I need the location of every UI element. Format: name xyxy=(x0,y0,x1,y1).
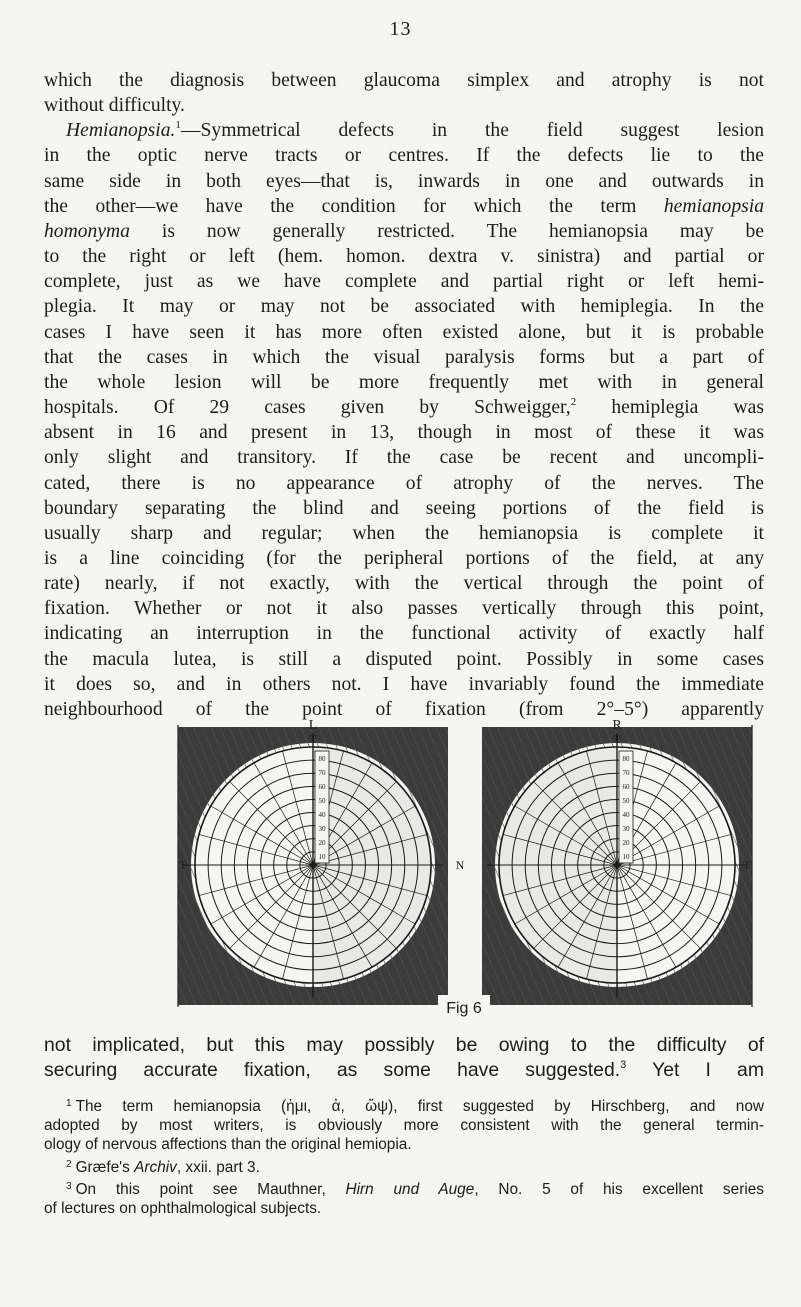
text-line: plegia. It may or may not be associated with hemiplegia. In the xyxy=(44,296,764,318)
text-line: it does so, and in others not. I have invariably found the immediate xyxy=(44,673,764,695)
text-fragment: the other—we have the condition for which the term xyxy=(44,195,637,217)
right-scale-mark: 40 xyxy=(622,811,630,819)
footnote-1 xyxy=(44,1094,764,1155)
page-number: 13 xyxy=(389,18,412,40)
text-line: to the right or left (hem. homon. dextra v. sinistra) and partial or xyxy=(44,246,764,268)
left-scale-mark: 60 xyxy=(318,783,326,791)
text-fragment: Græfe's xyxy=(75,1158,130,1176)
right-temporal-label: T xyxy=(743,858,751,872)
text-fragment: , xxii. part 3. xyxy=(176,1158,260,1176)
text-line: is a line coinciding (for the peripheral portions of the field, at any xyxy=(44,547,764,569)
footnote-line: of lectures on ophthalmological subjects. xyxy=(44,1200,322,1218)
hatch-line xyxy=(170,727,178,1005)
left-scale-mark: 50 xyxy=(318,797,326,805)
footnote-line xyxy=(44,1094,764,1116)
text-line: that the cases in which the visual paralysis forms but a part of xyxy=(44,346,764,368)
text-line: complete, just as we have complete and partial right or left hemi- xyxy=(44,271,764,293)
footnote-line xyxy=(44,1177,764,1199)
text-line: the whole lesion will be more frequently met with in general xyxy=(44,371,764,393)
text-fragment: securing accurate fixation, as some have suggested. xyxy=(44,1059,621,1082)
right-scale-mark: 60 xyxy=(622,783,630,791)
term-hemianopsia-italic: hemianopsia xyxy=(663,195,764,217)
footnote-mark: 1 xyxy=(66,1098,72,1109)
left-scale-mark: 30 xyxy=(318,825,326,833)
footnote-mark: 3 xyxy=(66,1180,72,1192)
text-line: boundary separating the blind and seeing portions of the field is xyxy=(44,497,764,519)
text-line: which the diagnosis between glaucoma simplex and atrophy is not xyxy=(44,70,764,91)
term-hemianopsia: Hemianopsia. xyxy=(66,120,176,142)
footnote-line: adopted by most writers, is obviously more consistent with the general termin- xyxy=(44,1117,764,1135)
text-line: rate) nearly, if not exactly, with the vertical through the point of xyxy=(44,573,764,595)
text-line: cases I have seen it has more often existed alone, but it is probable xyxy=(44,321,764,343)
text-line: absent in 16 and present in 13, though in most of these it was xyxy=(44,422,764,444)
footnote-line: ology of nervous affections than the original hemiopia. xyxy=(44,1136,412,1154)
nasal-label: N xyxy=(455,858,465,872)
left-scale-mark: 20 xyxy=(318,839,326,847)
text-line xyxy=(44,194,764,219)
footnote-ref-2: 2 xyxy=(570,395,577,408)
left-scale-top: 90 xyxy=(309,734,317,742)
right-eye-label: R xyxy=(612,718,622,733)
right-scale-mark: 20 xyxy=(622,839,630,847)
right-scale-mark: 30 xyxy=(622,825,630,833)
left-scale-mark: 10 xyxy=(318,853,326,861)
text-line xyxy=(44,395,764,420)
left-scale-mark: 40 xyxy=(318,811,326,819)
text-line: neighbourhood of the point of fixation (from 2°–5°) apparently xyxy=(44,698,764,720)
footnotes xyxy=(44,1094,764,1218)
text-fragment: is now generally restricted. The hemianopsia may be xyxy=(161,220,765,242)
text-fragment: hemiplegia was xyxy=(611,397,764,419)
text-line: the macula lutea, is still a disputed point. Possibly in some cases xyxy=(44,648,764,670)
figure-caption: Fig 6 xyxy=(446,1000,482,1017)
body-text-top xyxy=(44,68,764,722)
right-scale-top: 90 xyxy=(613,734,621,742)
text-line: fixation. Whether or not it also passes vertically through this point, xyxy=(44,598,764,620)
left-temporal-label: T xyxy=(179,858,187,872)
text-line: usually sharp and regular; when the hemianopsia is complete it xyxy=(44,522,764,544)
text-line: not implicated, but this may possibly be owing to the difficulty of xyxy=(44,1034,764,1056)
journal-title: Archiv xyxy=(134,1158,177,1176)
text-fragment: On this point see Mauthner, xyxy=(75,1180,326,1198)
paragraph-hemianopsia-start xyxy=(44,118,764,143)
footnote-2 xyxy=(44,1155,764,1177)
text-fragment: —Symmetrical defects in the field suggest lesion xyxy=(180,120,764,142)
term-homonyma: homonyma xyxy=(44,220,130,242)
right-scale-mark: 10 xyxy=(622,853,630,861)
footnote-line xyxy=(44,1155,764,1177)
text-fragment: , No. 5 of his excellent series xyxy=(474,1180,764,1198)
right-scale-mark: 50 xyxy=(622,797,630,805)
hatch-line xyxy=(758,727,760,1005)
left-eye-label: L xyxy=(308,718,318,733)
text-line: in the optic nerve tracts or centres. If the defects lie to the xyxy=(44,145,764,167)
right-scale-mark: 80 xyxy=(622,755,630,763)
text-line: cated, there is no appearance of atrophy of the nerves. The xyxy=(44,472,764,494)
text-line xyxy=(44,1058,764,1083)
text-line: without difficulty. xyxy=(44,95,185,117)
visual-field-charts xyxy=(170,715,760,1025)
figure-visual-fields xyxy=(170,715,760,1025)
book-title: Hirn und Auge xyxy=(345,1180,475,1198)
text-line xyxy=(44,219,764,244)
text-line: only slight and transitory. If the case be recent and uncompli- xyxy=(44,447,764,469)
text-line: same side in both eyes—that is, inwards in one and outwards in xyxy=(44,170,764,192)
footnote-3 xyxy=(44,1177,764,1218)
left-scale-mark: 80 xyxy=(318,755,326,763)
footnote-ref-3: 3 xyxy=(620,1058,627,1071)
footnote-ref-1: 1 xyxy=(175,118,181,131)
text-line: indicating an interruption in the functional activity of exactly half xyxy=(44,623,764,645)
body-text-after-figure xyxy=(44,1033,764,1083)
text-fragment: hospitals. Of 29 cases given by Schweigger, xyxy=(44,397,571,419)
text-fragment: The term hemianopsia (ἡμι, ἀ, ὤψ), first suggested by Hirschberg, and now xyxy=(75,1098,764,1115)
right-scale-mark: 70 xyxy=(622,769,630,777)
footnote-mark: 2 xyxy=(66,1158,72,1170)
left-scale-mark: 70 xyxy=(318,769,326,777)
text-fragment: Yet I am xyxy=(652,1059,764,1082)
